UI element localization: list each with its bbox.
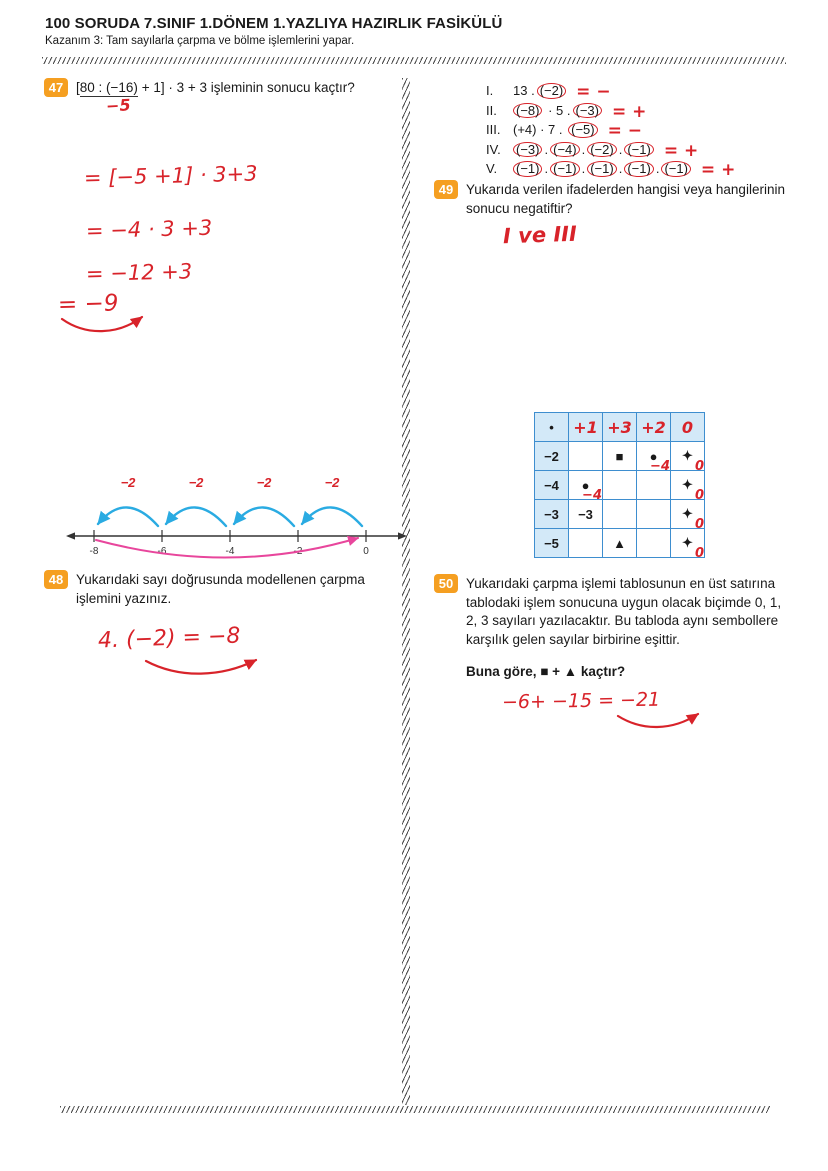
handwriting-cell-note: 0: [694, 488, 704, 503]
question-47-division: 80 : (−16): [79, 80, 138, 95]
table-header-cell: [637, 413, 671, 442]
tick-label: -6: [157, 546, 167, 557]
expr-token-circled: (−5): [568, 122, 597, 138]
table-cell: [671, 529, 705, 561]
table-cell: [637, 471, 671, 500]
handwriting-step-1: = [−5 +1] · 3+3: [83, 161, 258, 190]
handwriting-sign: = +: [663, 140, 699, 161]
table-cell: [671, 500, 705, 532]
page-header: [45, 15, 765, 47]
table-header-cell: [569, 413, 603, 442]
handwriting-result: = −9: [57, 290, 119, 318]
expr-token-circled: (−1): [624, 161, 653, 177]
expr-token: .: [655, 161, 660, 176]
roman-numeral: IV.: [486, 141, 501, 157]
handwriting-header-value: +3: [607, 417, 632, 437]
multiplication-table: [534, 412, 705, 561]
table-header-cell: [671, 413, 705, 442]
handwriting-answer-49: I ve III: [502, 221, 578, 249]
cell-symbol: ■: [615, 448, 624, 464]
expr-token: .: [618, 161, 623, 176]
page-title: 100 SORUDA 7.SINIF 1.DÖNEM 1.YAZLIYA HAZIRLIK FASİKÜLÜ: [45, 15, 503, 32]
jump-arrow: [234, 507, 294, 526]
handwriting-cell-note: −4: [582, 488, 602, 503]
handwriting-swoosh-48: [140, 656, 265, 684]
expr-token-circled: (−2): [537, 83, 566, 99]
expr-token: .: [581, 141, 586, 157]
handwriting-step-3: = −12 +3: [85, 259, 193, 286]
expr-token: .: [581, 161, 586, 176]
expression-V: [486, 160, 735, 180]
table-header-row: [535, 413, 705, 442]
question-47-rest: + 1] · 3 + 3 işleminin sonucu kaçtır?: [137, 80, 355, 95]
jump-arrow: [166, 507, 226, 526]
expr-token: .: [544, 161, 549, 176]
expr-token: · 5 .: [544, 102, 571, 118]
question-badge: 50: [434, 574, 458, 593]
expr-token-circled: (−1): [661, 161, 690, 177]
table-row: [535, 529, 705, 558]
table-cell: [603, 471, 637, 500]
jump-label: −2: [188, 475, 204, 490]
expression-II: [486, 102, 735, 122]
expression-I: [486, 82, 735, 102]
question-47-text: [76, 78, 355, 98]
axis-left-arrow: [66, 532, 75, 539]
handwriting-cell-note: 0: [694, 546, 704, 561]
expr-token-circled: (−3): [513, 142, 542, 158]
table-cell: [569, 529, 603, 558]
table-cell: [569, 471, 603, 503]
table-row: [535, 442, 705, 471]
table-cell: [569, 442, 603, 471]
cell-symbol: ▲: [613, 535, 626, 551]
cell-symbol: ✦: [682, 535, 693, 550]
handwriting-answer-50: −6+ −15 = −21: [501, 688, 661, 714]
table-cell: [671, 471, 705, 503]
handwriting-swoosh-50: [612, 712, 707, 738]
handwriting-answer-48: 4. (−2) = −8: [97, 623, 241, 654]
row-label: −2: [535, 442, 569, 471]
column-divider: [402, 78, 410, 1105]
handwriting-sign: = +: [700, 160, 736, 180]
tick-label: 0: [363, 546, 369, 557]
handwriting-sign: = −: [607, 121, 643, 141]
expr-token: (+4) · 7 .: [513, 122, 567, 137]
handwriting-cell-note: −4: [650, 459, 670, 474]
top-divider: [42, 57, 786, 64]
table-corner-cell: •: [535, 413, 569, 442]
handwriting-sign: = −: [576, 82, 611, 102]
page-subtitle: Kazanım 3: Tam sayılarla çarpma ve bölme işlemlerini yapar.: [45, 35, 355, 47]
cell-symbol: −3: [578, 506, 593, 522]
roman-numeral: V.: [486, 161, 498, 176]
jump-arrow: [98, 507, 158, 526]
handwriting-header-value: 0: [681, 417, 694, 437]
jump-label: −2: [256, 475, 272, 490]
cell-symbol: ✦: [682, 448, 693, 463]
handwriting-swoosh-47: [56, 313, 151, 341]
row-label: −4: [535, 471, 569, 500]
axis-right-arrow: [398, 532, 407, 539]
expr-token: .: [618, 141, 623, 157]
tick-label: -4: [225, 546, 235, 557]
roman-numeral: I.: [486, 83, 494, 98]
table-header-cell: [603, 413, 637, 442]
number-line: [64, 474, 409, 570]
table-row: [535, 471, 705, 500]
table-cell: [637, 500, 671, 529]
cell-symbol: ●: [581, 477, 590, 493]
question-50-bold: Buna göre, ■ + ▲ kaçtır?: [466, 663, 626, 679]
jump-label: −2: [120, 475, 136, 490]
handwriting-division-result: −5: [105, 95, 132, 116]
expr-token: 13 .: [513, 83, 535, 98]
expression-III: [486, 121, 735, 141]
expr-token: .: [544, 141, 549, 157]
expression-list: [486, 82, 735, 180]
table-cell: [671, 442, 705, 474]
roman-numeral: III.: [486, 122, 501, 137]
expr-token-circled: (−4): [550, 142, 579, 158]
table-cell: [569, 500, 603, 529]
question-47: [44, 78, 396, 98]
handwriting-step-2: = −4 · 3 +3: [85, 215, 213, 243]
tick-label: -8: [89, 546, 99, 557]
question-48-text: Yukarıdaki sayı doğrusunda modellenen çarpma işlemini yazınız.: [76, 572, 365, 606]
expr-token-circled: (−1): [587, 161, 616, 177]
question-48: [44, 570, 396, 608]
expression-IV: [486, 141, 735, 161]
question-50-body: [466, 574, 796, 681]
table-cell: [637, 529, 671, 558]
row-label: −5: [535, 529, 569, 558]
jump-label: −2: [324, 475, 340, 490]
table-row: [535, 500, 705, 529]
cell-symbol: ✦: [682, 506, 693, 521]
expr-token-circled: (−3): [573, 103, 602, 119]
bottom-divider: [60, 1106, 770, 1113]
expr-token-circled: (−1): [550, 161, 579, 177]
cell-symbol: ✦: [682, 477, 693, 492]
question-badge: 49: [434, 180, 458, 199]
roman-numeral: II.: [486, 102, 497, 118]
handwriting-header-value: +2: [641, 417, 666, 437]
row-label: −3: [535, 500, 569, 529]
expr-token-circled: (−1): [513, 161, 542, 177]
question-badge: 47: [44, 78, 68, 97]
expr-token-circled: (−8): [513, 103, 542, 119]
expr-token-circled: (−1): [624, 142, 653, 158]
handwriting-sign: = +: [611, 101, 647, 122]
question-50-text: Yukarıdaki çarpma işlemi tablosunun en üst satırına tablodaki işlem sonucuna uygun olacak biçimde 0, 1, 2, 3 sayıları yazılacaktır. Bu tabloda aynı sembollere karşılık gelen sayılar birbirine eşittir.: [466, 576, 782, 647]
table-cell: [603, 529, 637, 558]
table-cell: [637, 442, 671, 474]
jump-arrow: [302, 507, 362, 526]
question-47-open: [: [76, 80, 80, 95]
question-49-text: Yukarıda verilen ifadelerden hangisi veya hangilerinin sonucu negatiftir?: [466, 182, 785, 216]
question-49: [434, 180, 786, 218]
question-50: [434, 574, 796, 681]
cell-symbol: ●: [649, 448, 658, 464]
tick-label: -2: [293, 546, 303, 557]
handwriting-cell-note: 0: [694, 517, 704, 532]
handwriting-cell-note: 0: [694, 459, 704, 474]
expr-token-circled: (−2): [587, 142, 616, 158]
table-cell: [603, 500, 637, 529]
handwriting-header-value: +1: [573, 417, 598, 437]
question-badge: 48: [44, 570, 68, 589]
table-cell: [603, 442, 637, 471]
